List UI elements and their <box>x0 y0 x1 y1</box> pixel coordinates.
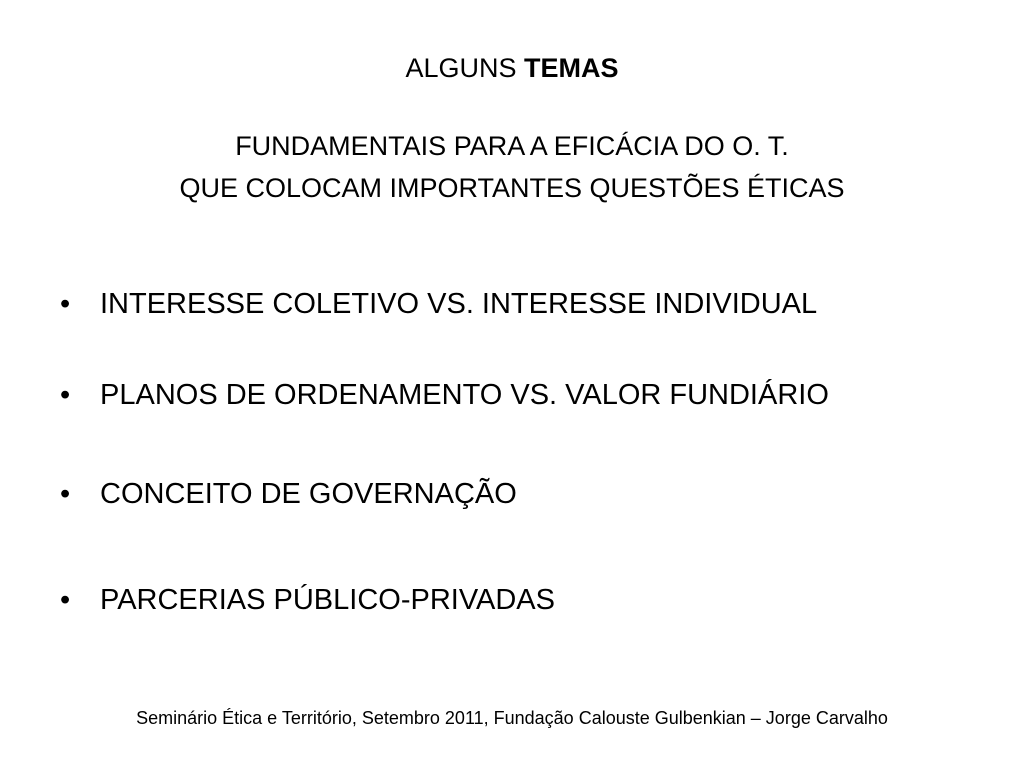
bullet-text: PARCERIAS PÚBLICO-PRIVADAS <box>100 584 555 616</box>
title-emphasis: TEMAS <box>524 53 619 83</box>
bullet-icon: • <box>60 379 71 411</box>
bullet-icon: • <box>60 584 71 616</box>
bullet-item <box>60 477 517 511</box>
bullet-text: INTERESSE COLETIVO VS. INTERESSE INDIVIDUAL <box>100 288 818 320</box>
title-prefix: ALGUNS <box>405 53 525 83</box>
bullet-icon: • <box>60 478 71 510</box>
bullet-item <box>60 287 817 321</box>
bullet-text: CONCEITO DE GOVERNAÇÃO <box>100 478 517 510</box>
subtitle-line-1: FUNDAMENTAIS PARA A EFICÁCIA DO O. T. <box>235 131 789 161</box>
bullet-item <box>60 378 829 412</box>
subtitle-line-2: QUE COLOCAM IMPORTANTES QUESTÕES ÉTICAS <box>179 173 845 203</box>
bullet-icon: • <box>60 288 71 320</box>
bullet-text: PLANOS DE ORDENAMENTO VS. VALOR FUNDIÁRIO <box>100 379 829 411</box>
footer-credit: Seminário Ética e Território, Setembro 2011, Fundação Calouste Gulbenkian – Jorge Carvalho <box>136 708 888 728</box>
bullet-item <box>60 583 555 617</box>
